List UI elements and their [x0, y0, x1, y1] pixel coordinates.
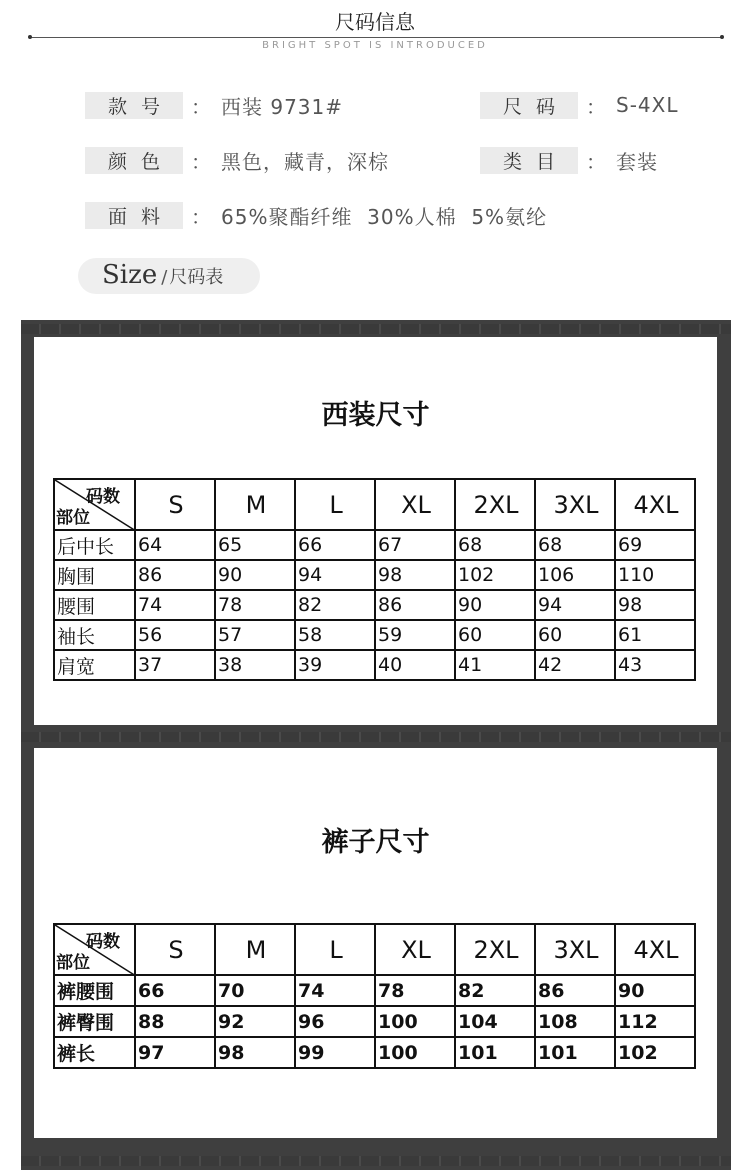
measurement-cell: 68: [535, 530, 615, 560]
table-row: [54, 1006, 695, 1037]
size-header: 3XL: [535, 479, 615, 530]
measurement-cell: 100: [375, 1006, 455, 1037]
measurement-cell: 112: [615, 1006, 695, 1037]
measurement-cell: 104: [455, 1006, 535, 1037]
corner-cell: [54, 479, 135, 530]
corner-cell: [54, 924, 135, 975]
measurement-cell: 74: [295, 975, 375, 1006]
measurement-cell: 86: [535, 975, 615, 1006]
measurement-cell: 86: [375, 590, 455, 620]
colon: ：: [191, 94, 211, 119]
pants-size-table: [53, 923, 696, 1069]
size-header: 3XL: [535, 924, 615, 975]
measurement-cell: 42: [535, 650, 615, 680]
measurement-cell: 43: [615, 650, 695, 680]
measurement-cell: 39: [295, 650, 375, 680]
measurement-cell: 110: [615, 560, 695, 590]
measurement-cell: 90: [215, 560, 295, 590]
measurement-cell: 66: [295, 530, 375, 560]
size-label: 尺码: [480, 92, 578, 119]
category-value: 套装: [616, 149, 658, 174]
size-header: M: [215, 924, 295, 975]
pants-size-panel: [34, 748, 717, 1138]
info-row-fabric: [85, 201, 547, 229]
measurement-cell: 101: [535, 1037, 615, 1068]
table-row: [54, 560, 695, 590]
table-row: [54, 650, 695, 680]
size-badge-cn: 尺码表: [169, 267, 224, 288]
colon: ：: [586, 94, 606, 119]
fabric-value: 65%聚酯纤维 30%人棉 5%氨纶: [221, 204, 548, 229]
measurement-cell: 94: [295, 560, 375, 590]
page-title: 尺码信息: [335, 10, 415, 34]
suit-size-table: [53, 478, 696, 681]
colon: ：: [586, 149, 606, 174]
colon: ：: [191, 204, 211, 229]
measurement-cell: 90: [615, 975, 695, 1006]
size-header: 4XL: [615, 479, 695, 530]
measurement-cell: 41: [455, 650, 535, 680]
measurement-cell: 101: [455, 1037, 535, 1068]
measurement-cell: 98: [615, 590, 695, 620]
info-row-size: [480, 91, 678, 119]
size-header: S: [135, 479, 215, 530]
table-row: [54, 620, 695, 650]
measurement-cell: 99: [295, 1037, 375, 1068]
measurement-cell: 102: [615, 1037, 695, 1068]
body-part-label: 袖长: [54, 620, 135, 650]
size-header: XL: [375, 924, 455, 975]
measurement-cell: 90: [455, 590, 535, 620]
size-badge-slash: /: [161, 267, 168, 288]
measurement-cell: 96: [295, 1006, 375, 1037]
measurement-cell: 78: [215, 590, 295, 620]
body-part-label: 胸围: [54, 560, 135, 590]
corner-bottom-label: 部位: [56, 953, 90, 973]
corner-bottom-label: 部位: [56, 508, 90, 528]
body-part-label: 肩宽: [54, 650, 135, 680]
measurement-cell: 98: [375, 560, 455, 590]
body-part-label: 裤臀围: [54, 1006, 135, 1037]
size-header: S: [135, 924, 215, 975]
body-part-label: 裤腰围: [54, 975, 135, 1006]
measurement-cell: 61: [615, 620, 695, 650]
measurement-cell: 74: [135, 590, 215, 620]
size-header: M: [215, 479, 295, 530]
table-row: [54, 590, 695, 620]
measurement-cell: 102: [455, 560, 535, 590]
measurement-cell: 97: [135, 1037, 215, 1068]
measurement-cell: 100: [375, 1037, 455, 1068]
measurement-cell: 69: [615, 530, 695, 560]
measurement-cell: 67: [375, 530, 455, 560]
size-chart-badge: [78, 258, 260, 294]
category-label: 类目: [480, 147, 578, 174]
measurement-cell: 65: [215, 530, 295, 560]
measurement-cell: 98: [215, 1037, 295, 1068]
corner-top-label: 码数: [86, 487, 120, 507]
suit-table-title: 西装尺寸: [321, 400, 430, 431]
table-header-row: [54, 479, 695, 530]
measurement-cell: 82: [295, 590, 375, 620]
info-row-category: [480, 146, 658, 174]
measurement-cell: 106: [535, 560, 615, 590]
fabric-label: 面料: [85, 202, 183, 229]
measurement-cell: 86: [135, 560, 215, 590]
corner-top-label: 码数: [86, 932, 120, 952]
info-row-color: [85, 146, 389, 174]
measurement-cell: 58: [295, 620, 375, 650]
suit-size-panel: [34, 337, 717, 725]
size-header: 2XL: [455, 924, 535, 975]
measurement-cell: 60: [535, 620, 615, 650]
table-header-row: [54, 924, 695, 975]
size-value: S-4XL: [616, 93, 679, 117]
size-header: XL: [375, 479, 455, 530]
body-part-label: 裤长: [54, 1037, 135, 1068]
size-header: 2XL: [455, 479, 535, 530]
measurement-cell: 40: [375, 650, 455, 680]
style-value: 西装 9731#: [221, 94, 344, 119]
size-header: L: [295, 924, 375, 975]
measurement-cell: 78: [375, 975, 455, 1006]
size-header: 4XL: [615, 924, 695, 975]
measurement-cell: 37: [135, 650, 215, 680]
measurement-cell: 56: [135, 620, 215, 650]
measurement-cell: 94: [535, 590, 615, 620]
measurement-cell: 70: [215, 975, 295, 1006]
size-badge-en: Size: [102, 260, 158, 290]
color-value: 黑色，藏青，深棕: [221, 149, 389, 174]
color-label: 颜色: [85, 147, 183, 174]
info-row-style: [85, 91, 343, 119]
measurement-cell: 68: [455, 530, 535, 560]
measurement-cell: 66: [135, 975, 215, 1006]
pants-table-title: 裤子尺寸: [321, 827, 430, 858]
measurement-cell: 92: [215, 1006, 295, 1037]
table-row: [54, 530, 695, 560]
measurement-cell: 38: [215, 650, 295, 680]
page-subtitle: BRIGHT SPOT IS INTRODUCED: [262, 40, 488, 51]
table-row: [54, 1037, 695, 1068]
measurement-cell: 88: [135, 1006, 215, 1037]
measurement-cell: 60: [455, 620, 535, 650]
measurement-cell: 57: [215, 620, 295, 650]
measurement-cell: 108: [535, 1006, 615, 1037]
body-part-label: 腰围: [54, 590, 135, 620]
style-label: 款号: [85, 92, 183, 119]
measurement-cell: 82: [455, 975, 535, 1006]
measurement-cell: 64: [135, 530, 215, 560]
body-part-label: 后中长: [54, 530, 135, 560]
header-divider: [30, 37, 722, 38]
colon: ：: [191, 149, 211, 174]
measurement-cell: 59: [375, 620, 455, 650]
table-row: [54, 975, 695, 1006]
size-header: L: [295, 479, 375, 530]
